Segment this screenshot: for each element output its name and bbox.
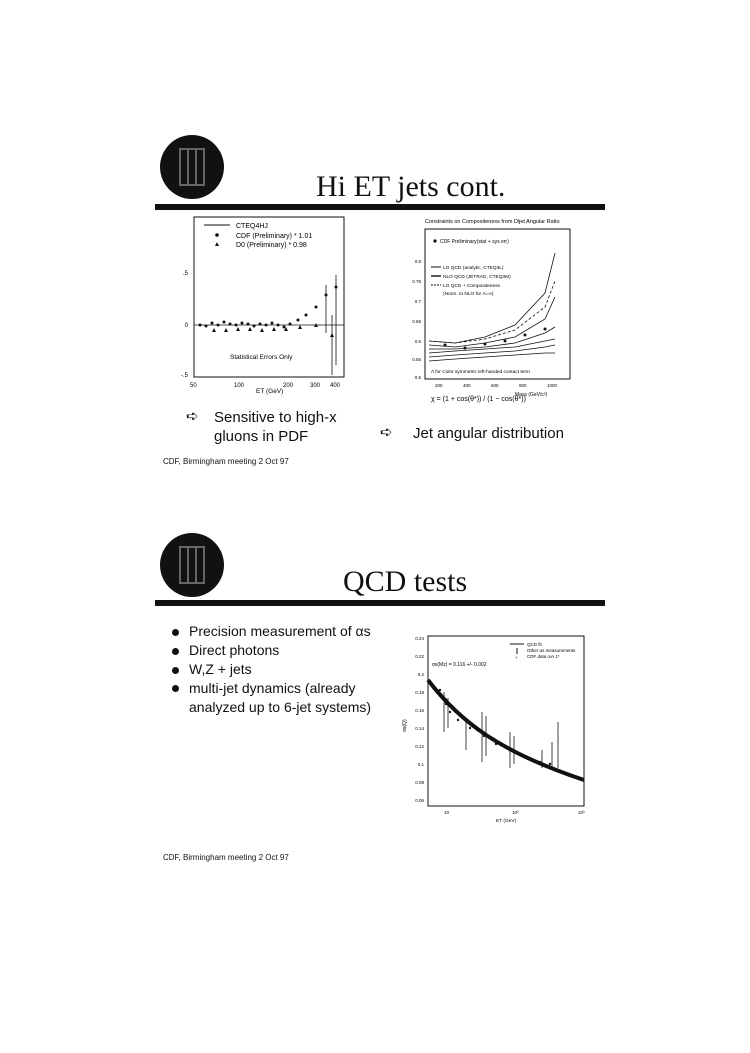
bullet-angular: Jet angular distribution — [413, 425, 564, 442]
right-legend-4: (Norm. to NLO for Λ=∞) — [443, 292, 494, 297]
left-ytick-2: -.5 — [180, 373, 188, 379]
alpha-ylabel: αs(Q) — [402, 719, 408, 732]
qcd-bullet-list — [172, 622, 392, 717]
slide1-title: Hi ET jets cont. — [316, 170, 506, 203]
alpha-annotation: αs(Mz) = 0.116 +/- 0.002 — [432, 662, 487, 668]
alpha-ytick-9: 0.06 — [415, 798, 424, 803]
left-ratio-plot — [170, 215, 360, 395]
bullet-dot-icon — [172, 648, 179, 655]
right-angular-plot — [395, 215, 590, 415]
alpha-legend-2: CDF data run 1* — [527, 654, 560, 659]
bullet-text: Direct photons — [189, 642, 280, 658]
bullet-text: multi-jet dynamics (already analyzed up to 6-jet systems) — [189, 680, 372, 715]
left-xtick-2: 200 — [283, 383, 294, 389]
bullet-dot-icon — [172, 667, 179, 674]
right-legend-2: NLO QCD (JETRAD, CTEQ3M) — [443, 275, 511, 280]
left-xtick-3: 300 — [310, 383, 321, 389]
alpha-ytick-7: 0.1 — [417, 762, 424, 767]
arrow-icon: ➪ — [380, 424, 393, 441]
alpha-ytick-8: 0.08 — [415, 780, 424, 785]
alpha-ytick-0: 0.24 — [415, 636, 424, 641]
logo-glyph — [160, 533, 224, 597]
slide2-footer: CDF, Birmingham meeting 2 Oct 97 — [163, 853, 289, 862]
alpha-xtick-0: 10 — [444, 810, 450, 815]
left-xtick-0: 50 — [190, 383, 197, 389]
left-legend-2: D0 (Preliminary) * 0.98 — [236, 242, 307, 249]
right-ytick-2: 0.7 — [414, 299, 421, 304]
right-plot-note: Λ for Color symmetric left-handed contact term — [431, 370, 530, 375]
list-item — [172, 679, 392, 717]
slide2-divider — [155, 600, 605, 606]
bullet-text: W,Z + jets — [189, 661, 252, 677]
alpha-ytick-4: 0.16 — [415, 708, 424, 713]
right-ytick-3: 0.65 — [412, 319, 421, 324]
left-legend-0: CTEQ4HJ — [236, 223, 268, 230]
right-ytick-0: 0.8 — [414, 259, 421, 264]
right-plot-title: Constraints on Compositeness from Dijet Angular Ratio — [425, 219, 560, 225]
right-legend-1: LO QCD (analytic, CTEQ3L) — [443, 266, 504, 271]
right-xtick-4: 1000 — [547, 383, 558, 388]
left-legend-1: CDF (Preliminary) * 1.01 — [236, 233, 313, 240]
alpha-xtick-2: 10³ — [578, 810, 585, 815]
right-xtick-3: 800 — [519, 383, 527, 388]
list-item — [172, 622, 392, 641]
chi-formula: χ = (1 + cos(θ*)) / (1 − cos(θ*)) — [431, 396, 526, 403]
svg-text:+: + — [515, 655, 518, 660]
left-ytick-1: 0 — [184, 323, 188, 329]
alpha-legend-1: Other αs measurements — [527, 648, 576, 653]
right-xtick-2: 600 — [491, 383, 499, 388]
alpha-ytick-6: 0.12 — [415, 744, 424, 749]
right-legend-3: LO QCD + Compositeness — [443, 284, 500, 289]
alpha-legend-0: QCD fit — [527, 642, 542, 647]
logo-glyph — [160, 135, 224, 199]
right-ytick-6: 0.5 — [414, 375, 421, 380]
left-xtick-1: 100 — [234, 383, 245, 389]
alpha-ytick-1: 0.22 — [415, 654, 424, 659]
alpha-ytick-2: 0.2 — [417, 672, 424, 677]
slide2-title: QCD tests — [343, 565, 468, 598]
roman-numeral-logo-icon — [160, 533, 224, 597]
slide1-footer: CDF, Birmingham meeting 2 Oct 97 — [163, 457, 289, 466]
alpha-xlabel: ET (GeV) — [496, 819, 517, 824]
alpha-xtick-1: 10² — [512, 810, 519, 815]
right-ytick-4: 0.6 — [414, 339, 421, 344]
roman-numeral-logo-icon — [160, 135, 224, 199]
bullet-text: Precision measurement of αs — [189, 623, 371, 639]
left-ytick-0: .5 — [182, 271, 188, 277]
left-plot-note: Statistical Errors Only — [230, 354, 293, 361]
list-item — [172, 641, 392, 660]
right-xtick-1: 400 — [463, 383, 471, 388]
list-item — [172, 660, 392, 679]
right-xtick-0: 200 — [435, 383, 443, 388]
left-xtick-4: 400 — [330, 383, 341, 389]
alpha-ytick-5: 0.14 — [415, 726, 424, 731]
bullet-high-x: Sensitive to high-x gluons in PDF — [214, 409, 337, 445]
right-xlabel: Mass (GeV/c²) — [515, 392, 548, 398]
slide1-divider — [155, 204, 605, 210]
arrow-icon: ➪ — [186, 408, 199, 425]
left-xlabel: ET (GeV) — [256, 388, 284, 395]
alpha-s-plot — [400, 632, 590, 832]
right-legend-0: CDF Preliminary(stat + sys err) — [440, 239, 509, 245]
alpha-ytick-3: 0.18 — [415, 690, 424, 695]
bullet-dot-icon — [172, 685, 179, 692]
right-ytick-1: 0.75 — [412, 279, 421, 284]
right-ytick-5: 0.55 — [412, 357, 421, 362]
bullet-dot-icon — [172, 629, 179, 636]
